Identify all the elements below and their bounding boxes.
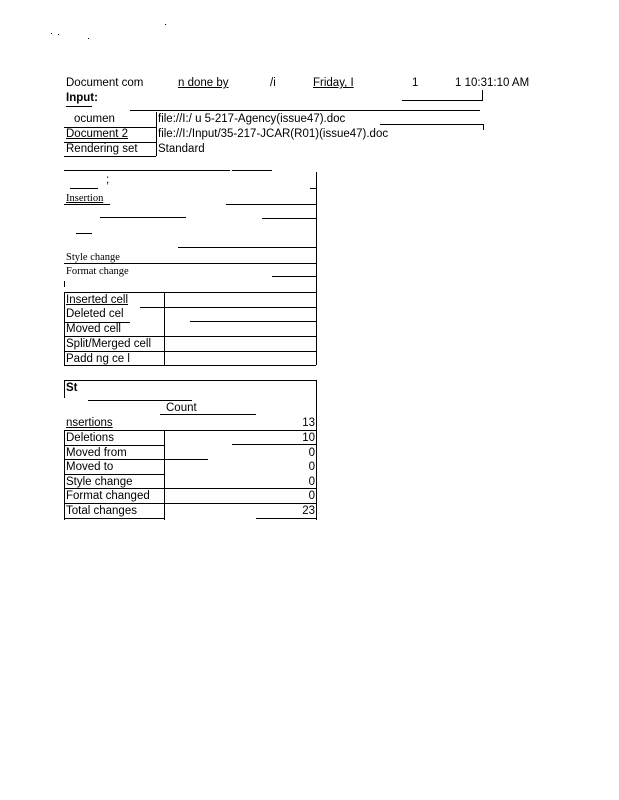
stat-row-count: 0	[308, 461, 315, 473]
stat-row-count: 0	[308, 490, 315, 502]
stat-row-label: Total changes	[66, 505, 137, 517]
legend-row-label: Deleted cel	[66, 308, 124, 320]
input-row-value: Standard	[158, 143, 205, 155]
table-rule	[160, 414, 256, 415]
table-rule	[64, 365, 316, 366]
table-rule	[64, 263, 316, 264]
table-rule	[178, 247, 316, 248]
table-rule	[64, 292, 316, 293]
table-rule	[76, 233, 92, 234]
table-rule	[226, 204, 316, 205]
table-rule	[156, 112, 157, 156]
table-rule	[64, 503, 316, 504]
table-rule	[316, 172, 317, 365]
table-rule	[64, 170, 230, 171]
scan-speck	[51, 33, 52, 34]
input-row-label: Rendering set	[66, 143, 138, 155]
stat-row-label: Format changed	[66, 490, 150, 502]
table-rule	[64, 351, 316, 352]
stat-row-label: nsertions	[66, 417, 113, 429]
input-row-label: Document 2	[66, 128, 129, 140]
table-rule	[310, 188, 316, 189]
table-rule	[232, 444, 316, 445]
table-rule	[64, 380, 65, 398]
table-rule	[64, 430, 65, 520]
legend-row-label: Padd ng ce l	[66, 353, 130, 365]
statistics-title: St	[66, 382, 78, 394]
stat-row-count: 23	[302, 505, 315, 517]
table-rule	[64, 336, 316, 337]
legend-row-label: Insertion	[66, 193, 104, 204]
table-rule	[64, 518, 164, 519]
stat-row-label: Moved to	[66, 461, 114, 473]
stat-row-count: 10	[302, 432, 315, 444]
table-rule	[232, 170, 272, 171]
table-rule	[262, 218, 316, 219]
scan-speck	[165, 24, 166, 25]
table-rule	[316, 380, 317, 520]
input-row-label: ocumen	[74, 113, 115, 125]
legend-row-label: Split/Merged cell	[66, 338, 152, 350]
header-date: Friday, I	[313, 77, 354, 89]
header-fragment: Document com	[66, 77, 144, 89]
table-rule	[70, 188, 98, 189]
table-rule	[64, 380, 316, 381]
header-fragment: n done by	[178, 77, 229, 89]
table-rule	[164, 292, 165, 365]
legend-glyph: ;	[106, 174, 110, 186]
table-rule	[272, 276, 316, 277]
table-rule	[164, 430, 165, 520]
input-row-value: file://I:/ u 5-217-Agency(issue47).doc	[158, 113, 346, 125]
table-rule	[64, 430, 316, 431]
legend-row-label: Inserted cell	[66, 294, 129, 306]
table-rule	[64, 281, 65, 287]
table-rule	[64, 459, 208, 460]
table-rule	[64, 204, 110, 205]
stat-row-count: 0	[308, 476, 315, 488]
stat-row-label: Moved from	[66, 447, 127, 459]
header-time: 1 10:31:10 AM	[455, 77, 530, 89]
input-row-value: file://I:/Input/35-217-JCAR(R01)(issue47).doc	[158, 128, 389, 140]
legend-row-label: Format change	[66, 266, 129, 277]
count-header: Count	[166, 402, 197, 414]
table-rule	[64, 445, 164, 446]
table-rule	[380, 124, 483, 125]
header-fragment: 1	[412, 77, 419, 89]
table-rule	[64, 488, 316, 489]
scan-speck	[58, 34, 59, 35]
table-rule	[64, 292, 65, 365]
header-fragment: /i	[270, 77, 276, 89]
table-rule	[190, 321, 316, 322]
legend-row-label: Moved cell	[66, 323, 121, 335]
table-rule	[483, 124, 484, 130]
legend-row-label: Style change	[66, 252, 120, 263]
table-rule	[402, 100, 483, 101]
scan-speck	[88, 38, 89, 39]
table-rule	[64, 474, 164, 475]
table-rule	[256, 518, 316, 519]
table-rule	[64, 156, 156, 157]
stat-row-label: Deletions	[66, 432, 114, 444]
table-rule	[140, 307, 316, 308]
table-rule	[130, 110, 480, 111]
stat-row-count: 13	[302, 417, 315, 429]
rule	[66, 106, 92, 107]
stat-row-label: Style change	[66, 476, 133, 488]
table-rule	[88, 400, 192, 401]
input-title: Input:	[66, 92, 98, 104]
table-rule	[100, 217, 186, 218]
stat-row-count: 0	[308, 447, 315, 459]
